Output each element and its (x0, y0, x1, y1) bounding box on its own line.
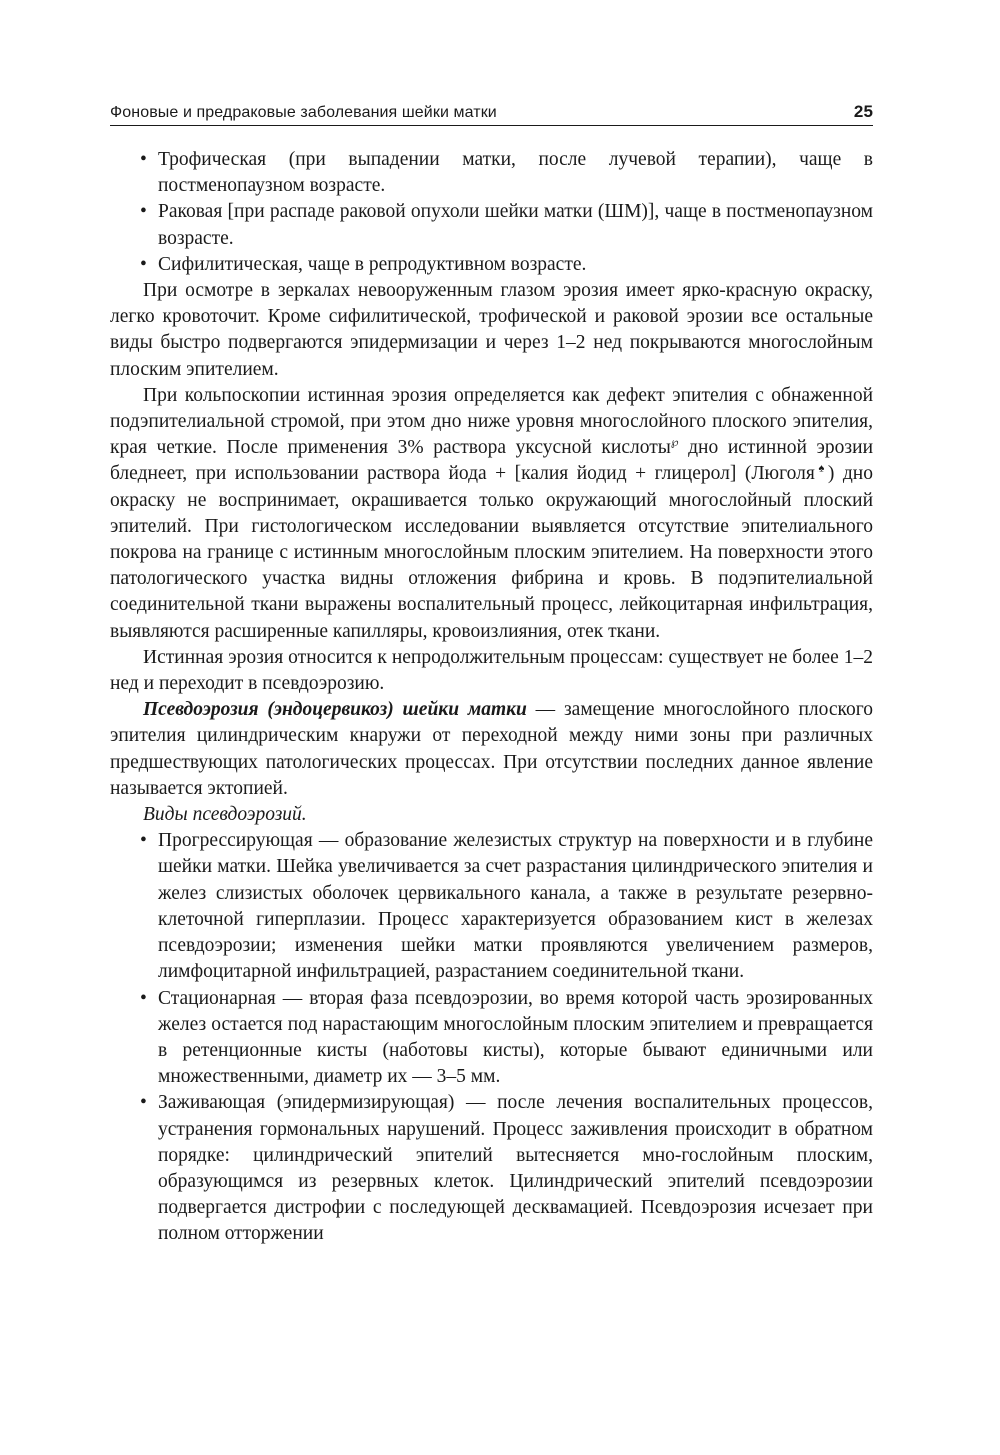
list-item-text: Прогрессирующая — образование железистых структур на поверхности и в глубине шейки матки. Шейка увеличивается за счет разрастания цилиндрического эпителия и желез слизистых оболочек цервикального канала, а также в результате резервно-клеточной гиперплазии. Процесс характеризуется образованием кист в железах псевдоэрозии; изменения шейки матки проявляются увеличением размеров, лимфоцитарной инфильтрацией, разрастанием соединительной ткани. (158, 830, 873, 983)
list-item-text: Раковая [при распаде раковой опухоли шейки матки (ШМ)], чаще в постменопаузном возрасте. (158, 201, 873, 249)
list-item (110, 1090, 873, 1247)
running-header (110, 96, 873, 126)
list-item (110, 986, 873, 1091)
bullet-icon: • (140, 201, 147, 223)
bullet-icon: • (140, 987, 147, 1009)
subheading-pseudoerosion-types: Виды псевдоэрозий. (143, 804, 307, 826)
erosion-types-list (110, 147, 873, 278)
list-item-text: Стационарная — вторая фаза псевдоэрозии, во время которой часть эрозированных желез остается под нарастающим многослойным плоским эпителием и превращается в ретенционные кисты (наботовы кисты), которые бывают единичными или множественными, диаметр их — 3–5 мм. (158, 987, 873, 1088)
paragraph-text: — замещение многослойного плоского эпителия цилиндрическим кнаружи от переходной между ними зоны при различных предшествующих патологических процессах. При отсутствии последних данное явление называется эктопией. (110, 699, 873, 799)
drug-mark-icon: ♠ (814, 462, 828, 475)
list-item (110, 199, 873, 251)
list-item (110, 828, 873, 985)
paragraph-text: При кольпоскопии истинная эрозия определяется как дефект эпителия с обнаженной подэпителиальной стромой, при этом дно ниже уровня многослойного плоского эпителия, края четкие. После применения 3% раствора уксусной кислоты (110, 384, 873, 459)
paragraph-colposcopy (110, 383, 873, 645)
term-pseudoerosion: Псевдоэрозия (эндоцервикоз) шейки матки (143, 699, 527, 721)
pseudoerosion-types-list (110, 828, 873, 1247)
paragraph-pseudoerosion (110, 697, 873, 802)
bullet-icon: • (140, 1092, 147, 1114)
paragraph-text: дно истинной эрозии бледнеет, при использовании раствора йода + [калия йодид + глицерол] (Люголя (110, 437, 874, 485)
bullet-icon: • (140, 830, 147, 852)
list-item (110, 252, 873, 278)
drug-mark-icon: ℘ (670, 436, 679, 449)
list-item (110, 147, 873, 199)
book-page (110, 96, 873, 1248)
page-number: 25 (853, 102, 873, 121)
paragraph-true-erosion: Истинная эрозия относится к непродолжительным процессам: существует не более 1–2 нед и переходит в псевдоэрозию. (110, 646, 873, 695)
paragraph-inspection: При осмотре в зеркалах невооруженным глазом эрозия имеет ярко-красную окраску, легко кровоточит. Кроме сифилитической, трофической и раковой эрозии все остальные виды быстро подвергаются эпидермизации и через 1–2 нед покрываются многослойным плоским эпителием. (110, 280, 873, 380)
list-item-text: Трофическая (при выпадении матки, после лучевой терапии), чаще в постменопаузном возрасте. (158, 149, 873, 197)
bullet-icon: • (140, 149, 147, 170)
running-title: Фоновые и предраковые заболевания шейки матки (110, 104, 497, 121)
bullet-icon: • (140, 253, 147, 275)
list-item-text: Заживающая (эпидермизирующая) — после лечения воспалительных процессов, устранения гормональных нарушений. Процесс заживления происходит в обратном порядке: цилиндрический эпителий вытесняется мно-гослойным плоским, образующимся из резервных клеток. Цилиндрический эпителий псевдоэрозии подвергается дистрофии с последующей десквамацией. Псевдоэрозия исчезает при полном отторжении (158, 1092, 873, 1245)
paragraph-text: ) дно окраску не воспринимает, окрашивается только окружающий многослойный плоский эпителий. При гистологическом исследовании выявляется отсутствие эпителиального покрова на границе с истинным многослойным плоским эпителием. На поверхности этого патологического участка видны отложения фибрина и кровь. В подэпителиальной соединительной ткани выражены воспалительный процесс, лейкоцитарная инфильтрация, выявляются расширенные капилляры, кровоизлияния, отек ткани. (110, 463, 873, 642)
body-text (110, 147, 873, 1248)
list-item-text: Сифилитическая, чаще в репродуктивном возрасте. (158, 253, 587, 275)
